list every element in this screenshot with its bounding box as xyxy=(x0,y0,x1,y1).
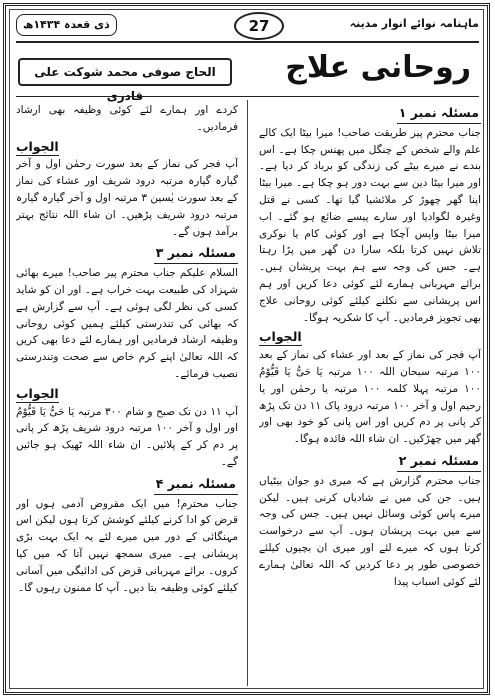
question-4-text: جناب محترم! میں ایک مقروض آدمی ہوں اور قرض کو ادا کرنے کیلئے کوشش کرتا ہوں لیکن اس مہنگائی کے دور میں میرے لئے یہ ایک بہت بڑی پریشانی ہے۔ میری سمجھ نہیں آتا کہ میں کیا کروں۔ برائے مہربانی قرض کی ادائیگی میں آسانی کیلئے کوئی وظیفہ بتا دیں۔ آپ کا ممنون رہوں گا۔ xyxy=(16,497,238,594)
question-3-text: السلام علیکم جناب محترم پیر صاحب! میرے بھائی شہزاد کی طبیعت بہت خراب ہے۔ اور ان کو شاید کسی کی نظر لگی ہوئی ہے۔ آپ سے گزارش ہے کہ بھائی کی تندرستی کیلئے ہمیں کوئی روحانی وظیفہ ارشاد فرمادیں اور ہمارے لئے دعا بھی کریں کہ اللہ تعالیٰ اپنے کرم خاص سے صحت وتندرستی نصیب فرمائے۔ xyxy=(16,267,238,380)
answer-1-text: آپ فجر کی نماز کے بعد اور عشاء کی نماز کے بعد ۱۰۰ مرتبہ سبحان اللہ ۱۰۰ مرتبہ یَا حَیُّ یَا قَیُّوْمُ ۱۰۰ مرتبہ پہلا کلمہ ۱۰۰ مرتبہ یا رحمٰن اور یا رحیم اول و آخر ۱۰۰ مرتبہ درود پاک ۱۱ دن تک پڑھ کر پانی پر دم کریں اور اس پانی کو خود بھی اور گھر میں چھڑکیں۔ ان شاء اللہ فائدہ ہوگا۔ xyxy=(259,349,481,446)
answer-3-text: آپ ۱۱ دن تک صبح و شام ۳۰۰ مرتبہ یَا حَیُّ یَا قَیُّوْمُ اور اول و آخر ۱۰۰ مرتبہ درود شریف پڑھ کر پانی پر دم کر کے پلائیں۔ ان شاء اللہ ٹھیک ہو جائیں گے۔ xyxy=(16,405,238,468)
answer-3-heading xyxy=(16,386,238,403)
question-2-heading: مسئلہ نمبر ۲ xyxy=(397,453,481,472)
page-header xyxy=(14,14,481,40)
left-column xyxy=(16,102,238,687)
answer-2-heading-label: الجواب xyxy=(16,138,59,154)
magazine-name: ماہنامہ نوائے انوار مدینہ xyxy=(349,17,479,30)
question-3-heading: مسئلہ نمبر ۳ xyxy=(154,245,238,264)
title-divider xyxy=(16,96,479,97)
right-column xyxy=(259,102,481,687)
article-title: روحانی علاج xyxy=(285,50,471,85)
author-box: الحاج صوفی محمد شوکت علی قادری xyxy=(18,58,232,86)
issue-date: ذی قعدہ ۱۴۳۴ھ xyxy=(16,14,117,36)
answer-2-text: آپ فجر کی نماز کے بعد سورت رحمٰن اول و آخر گیارہ گیارہ مرتبہ درود شریف اور عشاء کی نماز کے بعد سورت یٰسین ۳ مرتبہ اول و آخر گیارہ گیارہ مرتبہ درود شریف پڑھیں۔ ان شاء اللہ نتائج بہتر برآمد ہوں گے۔ xyxy=(16,158,238,238)
column-divider xyxy=(247,100,248,686)
question-4-heading: مسئلہ نمبر ۴ xyxy=(154,476,238,495)
answer-1-heading-label: الجواب xyxy=(259,329,302,345)
answer-1-heading xyxy=(259,329,481,346)
answer-3-heading-label: الجواب xyxy=(16,385,59,401)
answer-2-heading xyxy=(16,139,238,156)
question-1-heading: مسئلہ نمبر ۱ xyxy=(397,105,481,124)
question-2-continued: کردے اور ہمارے لئے کوئی وظیفہ بھی ارشاد فرمادیں۔ xyxy=(16,104,238,133)
question-2-text: جناب محترم گزارش ہے کہ میری دو جوان بیٹیاں ہیں۔ جن کی میں نے شادیاں کرنی ہیں۔ لیکن میرے پاس کوئی وسائل نہیں ہیں۔ جس کی وجہ سے میں بہت پریشان ہوں۔ آپ سے درخواست کرتا ہوں کہ میرے لئے اور میری ان بچیوں کیلئے خصوصی طور پر دعا کردیں کہ اللہ تعالیٰ ہمارے لئے کوئی اسباب پیدا xyxy=(259,474,481,588)
header-divider xyxy=(16,41,479,43)
page-number: 27 xyxy=(234,12,284,40)
question-1-text: جناب محترم پیر طریقت صاحب! میرا بیٹا ایک کالے علم والے شخص کے چنگل میں پھنس چکا ہے۔ اس بندے نے میرے بیٹے کی زندگی کو برباد کر دیا ہے۔ اور میرا بیٹا دین سے بہت دور ہو چکا ہے۔ میرا بیٹا اپنا گھر چھوڑ کر ملائشیا گیا تھا۔ کسی نے قتل وغیرہ لگوادیا اور سارے پیسے ضائع ہو گئے۔ اب میرا بیٹا واپس آچکا ہے اور کوئی کام یا نوکری تلاش نہیں کرتا بلکہ سارا دن گھر میں پڑا رہتا ہے۔ جس کی وجہ سے ہم بہت پریشان ہیں۔ برائے مہربانی ہمارے لئے کوئی دعا کریں اور ہم اس پریشانی سے نکلنے کیلئے کوئی روحانی علاج بھی تجویز فرمادیں۔ آپ کا شکریہ ہوگا۔ xyxy=(259,126,481,324)
